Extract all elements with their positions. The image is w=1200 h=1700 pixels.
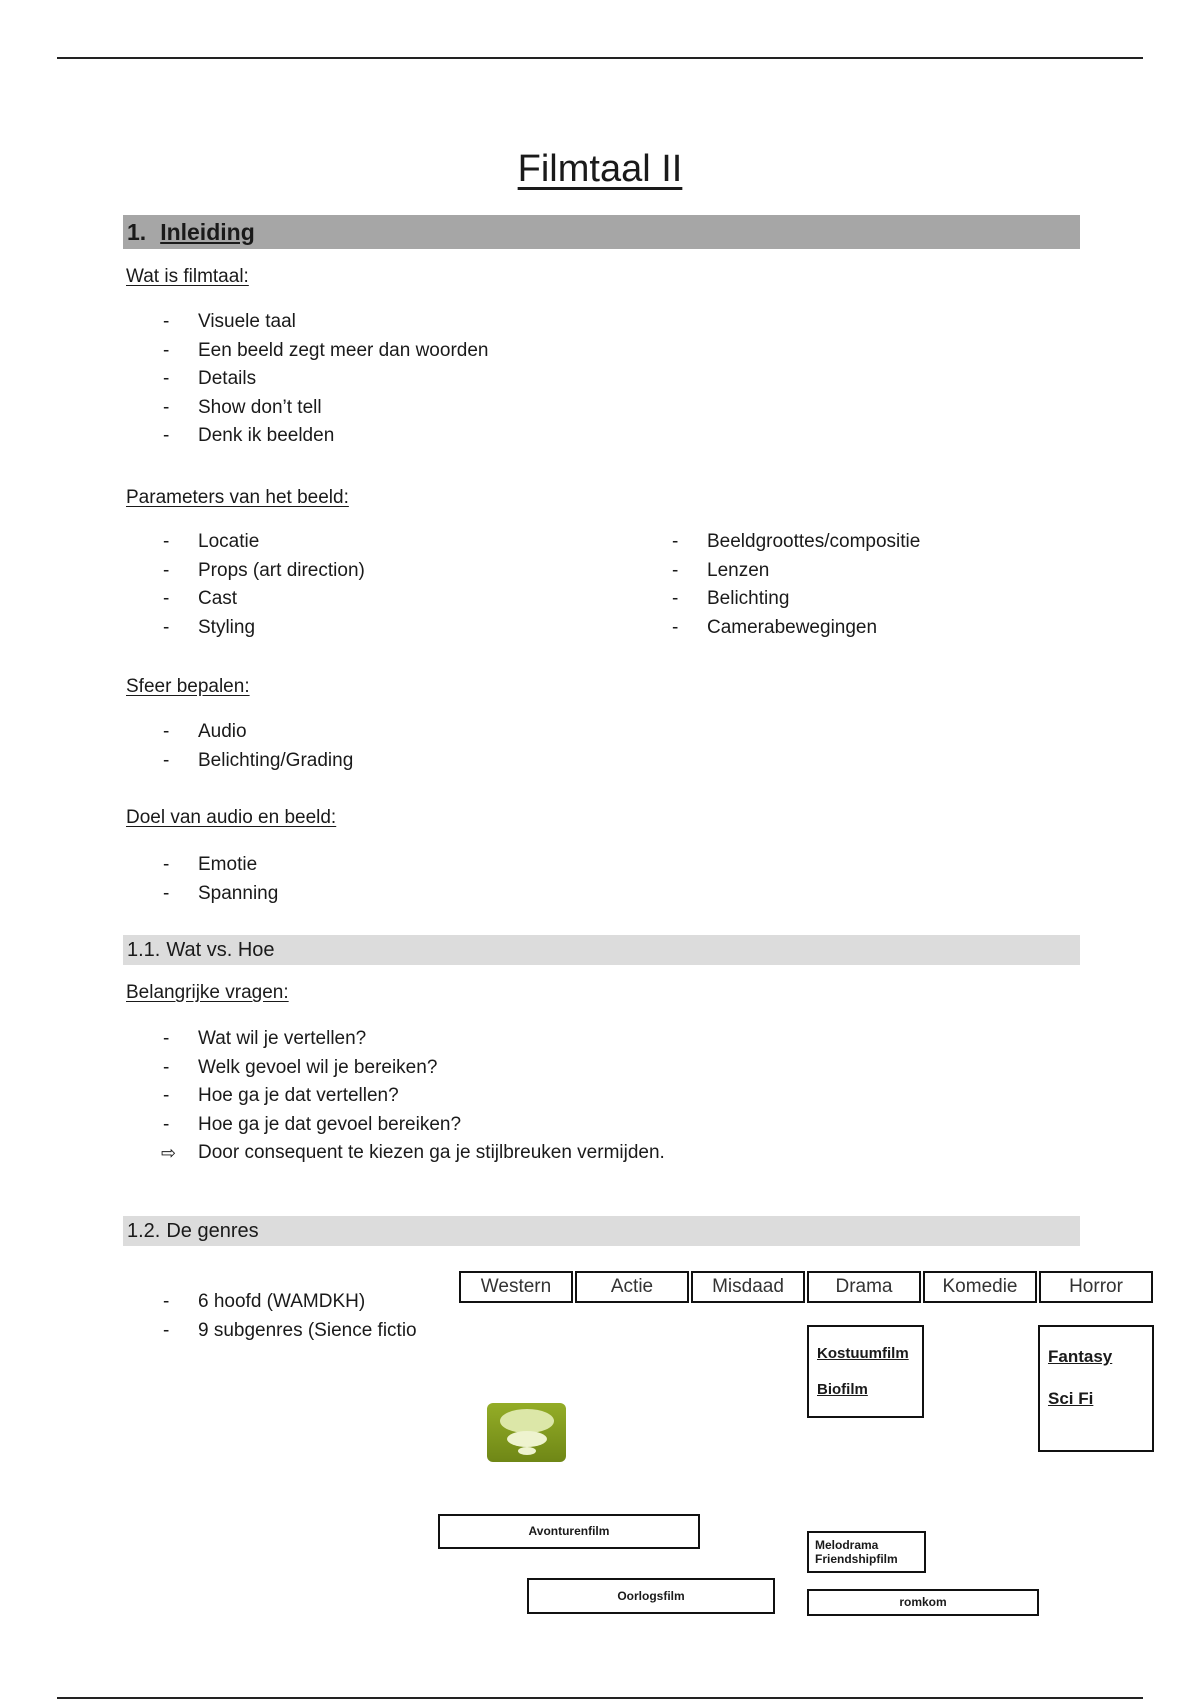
list-item: - Locatie: [163, 528, 365, 557]
list-item: - Welk gevoel wil je bereiken?: [163, 1054, 665, 1083]
main-genres-row: [459, 1271, 1155, 1303]
section-1-2-heading: [123, 1216, 1080, 1246]
list-item: - 9 subgenres (Sience fictio: [163, 1317, 417, 1346]
list-item: - Denk ik beelden: [163, 422, 488, 451]
list-item: - Beeldgroottes/compositie: [672, 528, 920, 557]
subgenre-fantasy: Fantasy: [1048, 1347, 1113, 1366]
list-item: - Wat wil je vertellen?: [163, 1025, 665, 1054]
speech-bubbles-icon: [487, 1403, 566, 1462]
list-item: - Visuele taal: [163, 308, 488, 337]
section-1-1-heading: [123, 935, 1080, 965]
bottom-rule: [57, 1697, 1143, 1699]
subheading-sfeer: Sfeer bepalen:: [126, 676, 250, 697]
subgenre-biofilm: Biofilm: [817, 1381, 868, 1398]
genre-horror: Horror: [1039, 1271, 1153, 1303]
genre-drama: Drama: [807, 1271, 921, 1303]
list-item: - Lenzen: [672, 557, 920, 586]
list-item: - Hoe ga je dat gevoel bereiken?: [163, 1111, 665, 1140]
list-item: - 6 hoofd (WAMDKH): [163, 1288, 417, 1317]
list-item: - Props (art direction): [163, 557, 365, 586]
horror-subgenres-box: [1038, 1325, 1154, 1452]
section-number: 1.1.: [127, 939, 161, 961]
section-number: 1.2.: [127, 1220, 161, 1242]
list-item-conclusion: ⇨ Door consequent te kiezen ga je stijlbreuken vermijden.: [163, 1139, 665, 1168]
subgenre-friendshipfilm: Friendshipfilm: [815, 1552, 898, 1566]
section-number: 1.: [127, 219, 147, 245]
list-item: - Styling: [163, 614, 365, 643]
list-wat-is-filmtaal: [163, 308, 488, 451]
subheading-parameters: Parameters van het beeld:: [126, 487, 349, 508]
top-rule: [57, 57, 1143, 59]
genre-western: Western: [459, 1271, 573, 1303]
list-parameters-left: [163, 528, 365, 642]
genre-misdaad: Misdaad: [691, 1271, 805, 1303]
section-title: De genres: [166, 1220, 259, 1242]
list-item: - Belichting/Grading: [163, 747, 353, 776]
section-1-heading: [123, 215, 1080, 249]
genre-actie: Actie: [575, 1271, 689, 1303]
list-parameters-right: [672, 528, 920, 642]
list-vragen: [163, 1025, 665, 1168]
section-title: Inleiding: [160, 219, 255, 245]
list-item: - Belichting: [672, 585, 920, 614]
subgenre-avonturenfilm-box: Avonturenfilm: [438, 1514, 700, 1549]
list-item: - Camerabewegingen: [672, 614, 920, 643]
subheading-wat-is-filmtaal: Wat is filmtaal:: [126, 266, 249, 287]
list-item: - Audio: [163, 718, 353, 747]
list-item: - Details: [163, 365, 488, 394]
list-item: - Spanning: [163, 880, 278, 909]
subheading-belangrijke-vragen: Belangrijke vragen:: [126, 982, 289, 1003]
list-item: - Show don’t tell: [163, 394, 488, 423]
list-item: - Cast: [163, 585, 365, 614]
drama-subgenres-box: [807, 1325, 924, 1418]
subgenre-kostuumfilm: Kostuumfilm: [817, 1345, 909, 1362]
smartart-placeholder-icon: [487, 1403, 566, 1462]
list-item: - Een beeld zegt meer dan woorden: [163, 337, 488, 366]
subgenre-romkom-box: romkom: [807, 1589, 1039, 1616]
subgenre-scifi: Sci Fi: [1048, 1389, 1094, 1408]
list-doel: [163, 851, 278, 908]
list-sfeer: [163, 718, 353, 775]
subheading-doel: Doel van audio en beeld:: [126, 807, 337, 828]
list-item: - Hoe ga je dat vertellen?: [163, 1082, 665, 1111]
subgenre-melodrama: Melodrama: [815, 1538, 879, 1552]
subgenre-oorlogsfilm-box: Oorlogsfilm: [527, 1578, 775, 1614]
genre-komedie: Komedie: [923, 1271, 1037, 1303]
page-title: Filmtaal II: [517, 148, 683, 190]
section-title: Wat vs. Hoe: [166, 939, 275, 961]
list-item: - Emotie: [163, 851, 278, 880]
subgenre-melodrama-box: [807, 1531, 926, 1573]
list-genres: [163, 1288, 417, 1345]
